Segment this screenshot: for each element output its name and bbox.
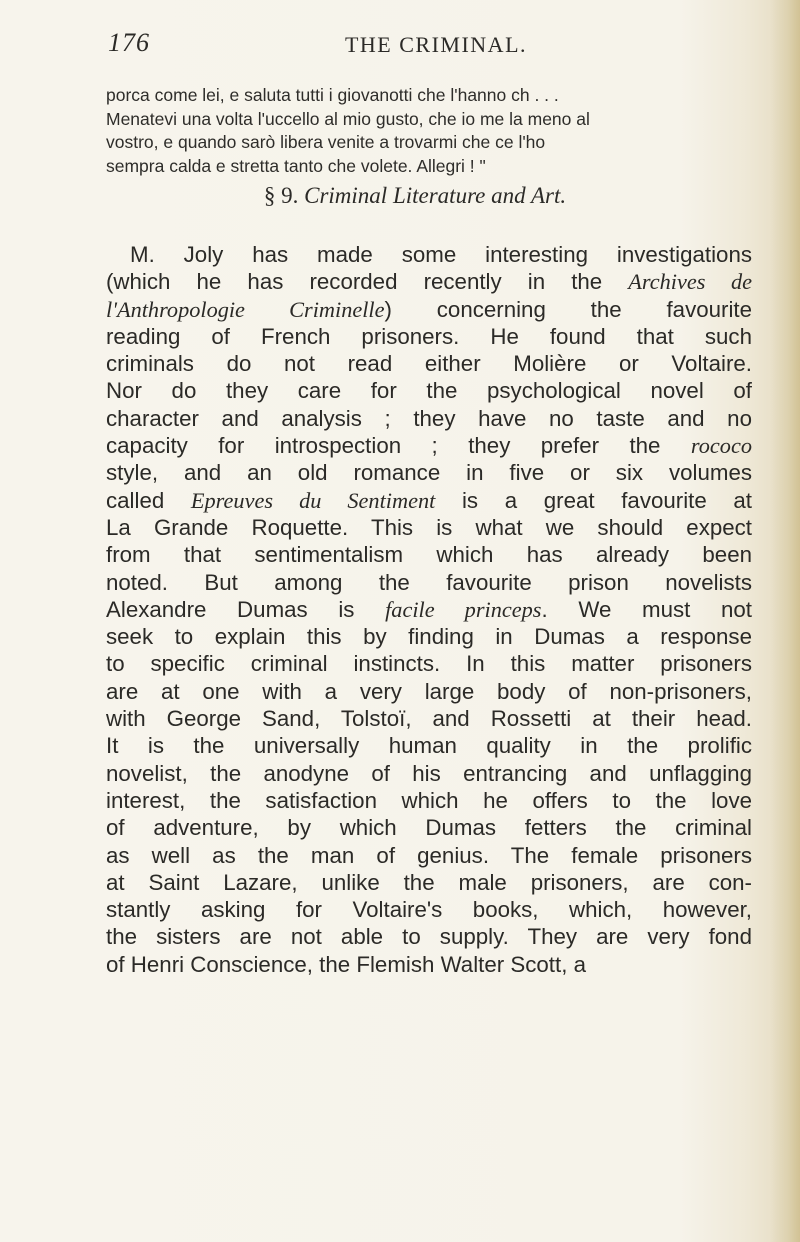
body-line: Alexandre Dumas is facile princeps. We must not <box>106 596 752 622</box>
body-line: criminals do not read either Molière or Voltaire. <box>106 351 752 377</box>
section-title: Criminal Literature and Art. <box>304 183 567 208</box>
body-line: (which he has recorded recently in the Archives de <box>106 269 752 295</box>
body-line: are at one with a very large body of non-prisoners, <box>106 678 752 704</box>
body-line: capacity for introspection ; they prefer the rococo <box>106 433 752 459</box>
page-number: 176 <box>108 28 150 57</box>
quote-line: sempra calda e stretta tanto che volete. Allegri ! " <box>106 155 486 176</box>
body-line: of Henri Conscience, the Flemish Walter Scott, a <box>106 951 586 977</box>
body-line: reading of French prisoners. He found that such <box>106 323 752 349</box>
body-line: noted. But among the favourite prison novelists <box>106 569 752 595</box>
section-number: § 9. <box>263 183 299 208</box>
body-line: with George Sand, Tolstoï, and Rossetti at their head. <box>106 706 752 732</box>
body-line: stantly asking for Voltaire's books, which, however, <box>106 897 752 923</box>
page-header <box>108 28 744 64</box>
quote-line: Menatevi una volta l'uccello al mio gusto, che io me la meno al <box>106 108 590 129</box>
section-heading <box>0 183 800 209</box>
body-line: La Grande Roquette. This is what we should expect <box>106 514 752 540</box>
body-line: as well as the man of genius. The female prisoners <box>106 842 752 868</box>
body-line: of adventure, by which Dumas fetters the criminal <box>106 815 752 841</box>
quote-line: porca come lei, e saluta tutti i giovanotti che l'hanno ch . . . <box>106 85 559 105</box>
quote-line: vostro, e quando sarò libera venite a trovarmi che ce l'ho <box>106 132 546 152</box>
body-line: novelist, the anodyne of his entrancing and unflagging <box>106 760 752 786</box>
running-title: THE CRIMINAL. <box>344 32 528 57</box>
body-line: seek to explain this by finding in Dumas a response <box>106 624 752 650</box>
body-line: It is the universally human quality in the prolific <box>106 733 752 759</box>
body-line: to specific criminal instincts. In this matter prisoners <box>106 651 752 677</box>
body-line: style, and an old romance in five or six volumes <box>106 460 752 486</box>
body-line: M. Joly has made some interesting investigations <box>130 242 752 267</box>
body-line: l'Anthropologie Criminelle) concerning the favourite <box>106 296 752 322</box>
body-line: the sisters are not able to supply. They are very fond <box>106 924 752 950</box>
body-line: called Epreuves du Sentiment is a great favourite at <box>106 487 752 513</box>
body-line: from that sentimentalism which has already been <box>106 542 752 568</box>
body-line: Nor do they care for the psychological novel of <box>106 378 752 404</box>
body-line: interest, the satisfaction which he offers to the love <box>106 787 752 813</box>
body-line: at Saint Lazare, unlike the male prisoners, are con- <box>106 869 752 895</box>
body-text <box>106 241 752 978</box>
italian-quote <box>106 84 752 178</box>
body-line: character and analysis ; they have no taste and no <box>106 405 752 431</box>
